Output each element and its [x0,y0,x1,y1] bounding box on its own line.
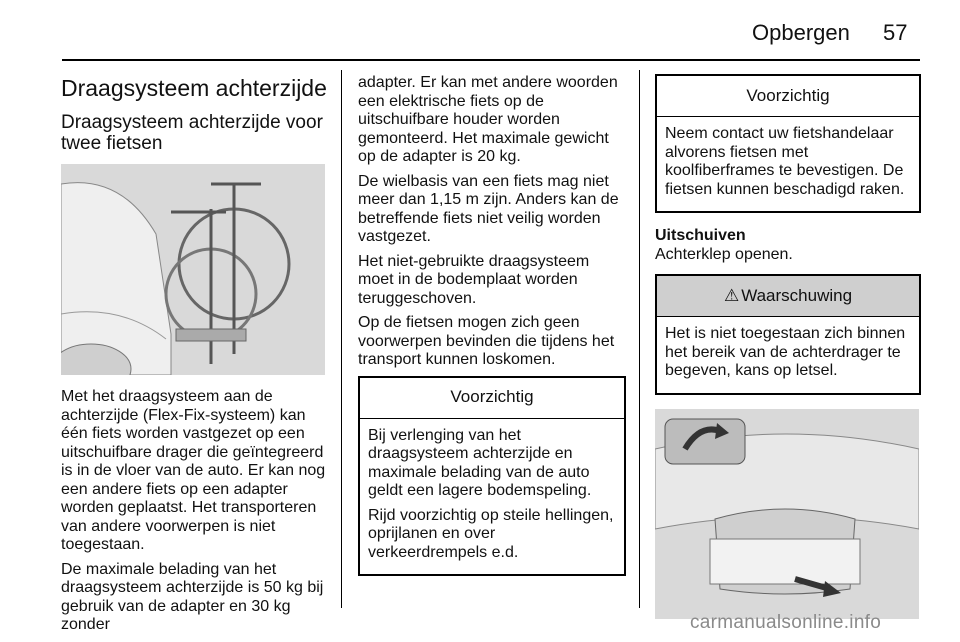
caution-box [358,376,626,577]
page-header-title: Opbergen [752,20,850,45]
caution-text: Rijd voorzichtig op steile hellingen, oprijlanen en over verkeerdrempels e.d. [368,506,614,561]
paragraph: adapter. Er kan met andere woorden een elektrische fiets op de uitschuifbare houder worden gemonteerd. Het maximale gewicht op de adapter is 20 kg. [358,74,618,165]
subsection-heading: Draagsysteem achterzijde voor twee fietsen [61,112,323,154]
warning-text: Het is niet toegestaan zich binnen het bereik van de achterdrager te begeven, kans op letsel. [665,325,906,379]
paragraph: De wielbasis van een fiets mag niet meer dan 1,15 m zijn. Anders kan de betreffende fiets niet veilig worden vastgezet. [358,172,619,245]
column-2 [358,74,626,576]
caution-text: Neem contact uw fietshandelaar alvorens fietsen met koolfiberframes te bevestigen. De fietsen kunnen beschadigd raken. [665,125,905,198]
paragraph: Op de fietsen mogen zich geen voorwerpen bevinden die tijdens het transport kunnen loskomen. [358,314,615,368]
instruction-text: Achterklep openen. [655,245,793,263]
caution-body [657,117,919,211]
caution-title: Voorzichtig [360,378,624,419]
column-3 [655,74,921,619]
caution-text: Bij verlenging van het draagsysteem achterzijde en maximale belading van de auto geldt een lagere bodemspeling. [368,426,592,499]
paragraph: Met het draagsysteem aan de achterzijde (Flex-Fix-systeem) kan één fiets worden vastgezet op een uitschuifbare drager die geïntegreerd is in de vloer van de auto. Er kan nog een andere fiets op een adapter worden geplaatst. Het transporteren van andere voorwerpen is niet toegestaan. [61,388,326,553]
paragraph: Het niet-gebruikte draagsysteem moet in de bodemplaat worden teruggeschoven. [358,252,590,307]
column-1 [61,74,327,641]
warning-icon: ⚠ [723,285,740,305]
header-rule [62,59,920,61]
warning-title: Waarschuwing [741,285,853,305]
page-number: 57 [883,20,908,45]
caution-box [655,74,921,213]
warning-body [657,317,919,393]
caution-title: Voorzichtig [657,76,919,117]
paragraph: De maximale belading van het draagsysteem achterzijde is 50 kg bij gebruik van de adapter en 30 kg zonder [61,560,324,633]
warning-box [655,274,921,395]
rear-bumper-illustration [655,409,919,619]
section-heading: Draagsysteem achterzijde [61,75,327,101]
column-divider-1 [341,70,342,608]
warning-header [657,276,919,317]
bike-carrier-illustration [61,164,325,375]
watermark: carmanualsonline.info [690,612,882,633]
caution-body [360,419,624,575]
column-divider-2 [639,70,640,608]
subsection-title: Uitschuiven [655,227,746,244]
